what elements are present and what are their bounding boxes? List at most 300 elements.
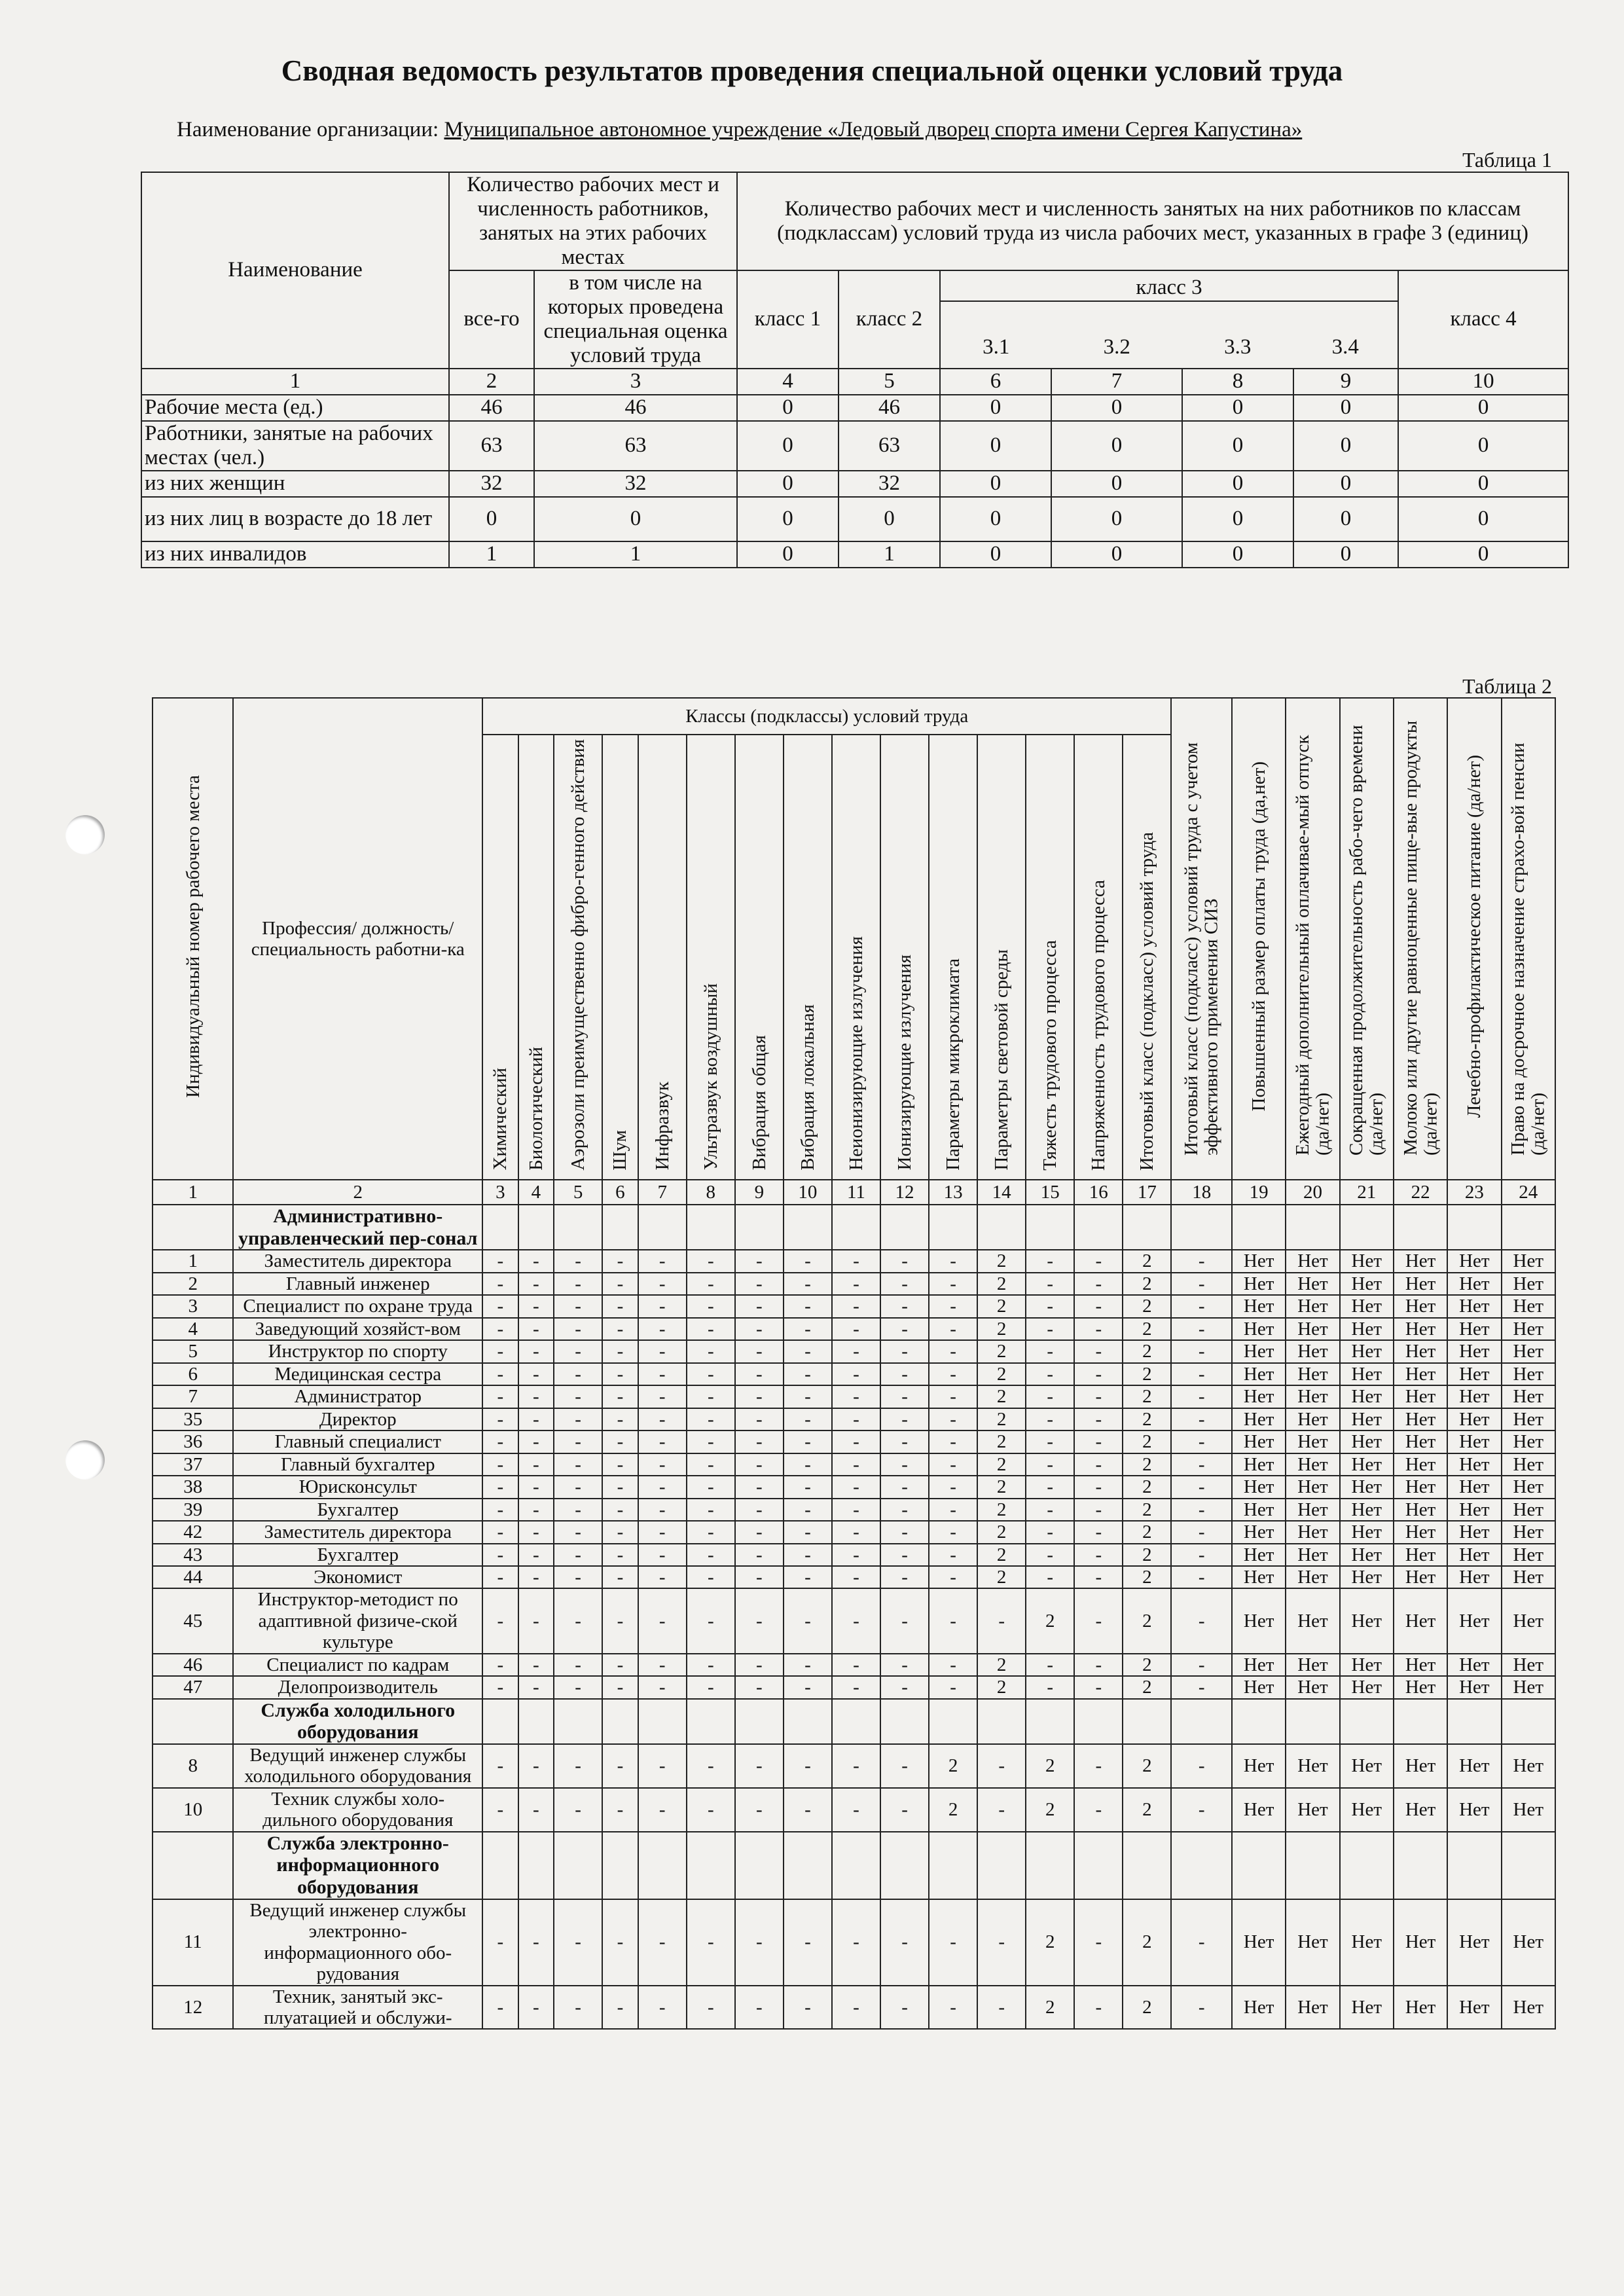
t1-cell: 0 (737, 395, 839, 421)
t2-workplace-number: 43 (153, 1544, 233, 1566)
t2-cell: - (1171, 1363, 1232, 1385)
t2-header-extra-4 (1340, 698, 1394, 1180)
t2-cell: Нет (1447, 1273, 1501, 1295)
t2-section-row (153, 1832, 1555, 1899)
t2-cell (602, 1205, 638, 1250)
t2-cell: - (482, 1521, 518, 1543)
t2-cell: - (1171, 1340, 1232, 1362)
t2-cell: Нет (1447, 1476, 1501, 1498)
t2-cell: - (1026, 1295, 1074, 1317)
t2-cell: Нет (1232, 1899, 1286, 1986)
t2-cell: Нет (1286, 1899, 1339, 1986)
t2-cell: - (1171, 1430, 1232, 1453)
t2-extra-text: Сокращенная продолжительность рабо-чего времени (да/нет) (1346, 725, 1387, 1156)
t2-cell (1026, 1205, 1074, 1250)
t2-factor-header (735, 735, 784, 1180)
t2-cell (1123, 1699, 1171, 1744)
t2-cell: - (1074, 1499, 1123, 1521)
t2-row (153, 1250, 1555, 1272)
t2-cell: - (482, 1295, 518, 1317)
t2-factor-text: Ионизирующие излучения (893, 955, 915, 1171)
t2-cell: Нет (1502, 1544, 1555, 1566)
t2-cell (1171, 1832, 1232, 1899)
t1-cell: 0 (449, 497, 534, 541)
t2-cell: - (1074, 1385, 1123, 1408)
t2-cell: Нет (1286, 1385, 1339, 1408)
t2-workplace-number: 6 (153, 1363, 233, 1385)
t2-cell: Нет (1340, 1499, 1394, 1521)
t1-cell: 32 (839, 471, 940, 497)
t2-factor-text: Неионизирующие излучения (845, 936, 867, 1171)
t2-header-extra-1 (1171, 698, 1232, 1180)
t2-cell: Нет (1340, 1408, 1394, 1430)
t1-cell: 0 (1293, 541, 1398, 568)
t2-cell: Нет (1286, 1250, 1339, 1272)
t2-col-number: 11 (832, 1180, 880, 1205)
t1-col-number: 10 (1398, 369, 1568, 395)
t2-cell: - (554, 1408, 602, 1430)
t2-cell: - (518, 1788, 554, 1832)
t2-cell: Нет (1286, 1566, 1339, 1588)
t2-cell: Нет (1340, 1588, 1394, 1653)
t2-workplace-number: 2 (153, 1273, 233, 1295)
t2-cell: 2 (1026, 1744, 1074, 1788)
t2-cell: - (518, 1318, 554, 1340)
t2-cell: - (602, 1654, 638, 1676)
t1-cell: 0 (1398, 421, 1568, 471)
t2-cell (482, 1832, 518, 1899)
t2-profession: Инструктор по спорту (233, 1340, 482, 1362)
t2-factor-header (602, 735, 638, 1180)
t2-cell: - (735, 1430, 784, 1453)
t2-cell: - (1171, 1744, 1232, 1788)
t2-cell: - (602, 1499, 638, 1521)
t1-cell: 0 (1293, 421, 1398, 471)
t2-cell: - (977, 1986, 1026, 2030)
t2-cell (1026, 1699, 1074, 1744)
t2-cell: Нет (1286, 1453, 1339, 1476)
t2-number-row (153, 1180, 1555, 1205)
t2-cell: 2 (1123, 1295, 1171, 1317)
t2-factor-header (638, 735, 687, 1180)
t2-cell: - (482, 1744, 518, 1788)
t2-cell (784, 1699, 832, 1744)
t2-cell: - (687, 1744, 735, 1788)
t2-cell: - (687, 1899, 735, 1986)
t2-cell (687, 1699, 735, 1744)
t2-cell: Нет (1232, 1654, 1286, 1676)
t2-cell: - (518, 1250, 554, 1272)
t2-cell (1447, 1699, 1501, 1744)
t2-cell (977, 1832, 1026, 1899)
t2-row (153, 1340, 1555, 1362)
t2-cell: Нет (1286, 1340, 1339, 1362)
t2-cell: - (554, 1744, 602, 1788)
t1-cell: 32 (534, 471, 737, 497)
t2-cell: - (638, 1654, 687, 1676)
t2-cell: - (638, 1544, 687, 1566)
t2-cell: - (518, 1744, 554, 1788)
t2-cell: Нет (1394, 1499, 1447, 1521)
t2-section-title: Служба холодильного оборудования (233, 1699, 482, 1744)
t1-cell: 1 (839, 541, 940, 568)
t2-cell: Нет (1340, 1453, 1394, 1476)
t2-col-number: 20 (1286, 1180, 1339, 1205)
t2-cell: - (554, 1453, 602, 1476)
t2-cell: - (929, 1566, 977, 1588)
t2-cell: - (832, 1318, 880, 1340)
t2-cell: - (1171, 1408, 1232, 1430)
t2-cell: - (687, 1566, 735, 1588)
t2-cell (1502, 1832, 1555, 1899)
t2-cell: - (880, 1588, 929, 1653)
t2-workplace-number: 44 (153, 1566, 233, 1588)
t2-cell: - (1026, 1340, 1074, 1362)
t2-cell: - (687, 1453, 735, 1476)
t2-cell: - (1074, 1273, 1123, 1295)
t2-cell: 2 (977, 1318, 1026, 1340)
t2-factor-header (687, 735, 735, 1180)
t2-cell: Нет (1502, 1566, 1555, 1588)
t2-cell: Нет (1502, 1385, 1555, 1408)
t2-extra-text: Молоко или другие равноценные пище-вые продукты (да/нет) (1399, 721, 1441, 1156)
t2-cell: - (832, 1476, 880, 1498)
t2-cell (1286, 1832, 1339, 1899)
t2-cell: - (1171, 1250, 1232, 1272)
t2-factor-text: Параметры микроклимата (942, 958, 964, 1171)
t2-cell: - (735, 1363, 784, 1385)
t2-cell: - (638, 1430, 687, 1453)
t2-cell: - (482, 1986, 518, 2030)
t2-cell: - (482, 1476, 518, 1498)
t2-extra-text: Право на досрочное назначение страхо-вой пенсии (да/нет) (1507, 742, 1549, 1156)
t2-cell: - (832, 1250, 880, 1272)
t1-header-3-4: 3.4 (1331, 335, 1359, 359)
t2-row (153, 1588, 1555, 1653)
t2-cell: - (482, 1385, 518, 1408)
t1-cell: 0 (1051, 497, 1182, 541)
t2-cell: Нет (1447, 1986, 1501, 2030)
t2-cell: - (1074, 1408, 1123, 1430)
t2-cell: - (518, 1408, 554, 1430)
t2-cell: 2 (977, 1385, 1026, 1408)
t2-cell: - (518, 1363, 554, 1385)
t2-cell: - (929, 1250, 977, 1272)
t1-cell: 0 (534, 497, 737, 541)
t2-cell (735, 1832, 784, 1899)
t2-cell: Нет (1394, 1676, 1447, 1698)
t2-cell: Нет (1502, 1521, 1555, 1543)
t2-cell: Нет (1394, 1566, 1447, 1588)
t2-cell (1502, 1699, 1555, 1744)
t2-cell: 2 (1123, 1430, 1171, 1453)
t1-row (141, 421, 1568, 471)
t2-col-number: 6 (602, 1180, 638, 1205)
t2-cell: Нет (1340, 1788, 1394, 1832)
t2-cell: - (482, 1899, 518, 1986)
t2-cell (1232, 1699, 1286, 1744)
t2-cell: Нет (1502, 1408, 1555, 1430)
t2-cell: - (735, 1273, 784, 1295)
t2-row (153, 1295, 1555, 1317)
t2-col-number: 14 (977, 1180, 1026, 1205)
t2-cell: - (1074, 1788, 1123, 1832)
t2-cell (1340, 1205, 1394, 1250)
t2-cell: - (602, 1744, 638, 1788)
t2-cell: - (929, 1476, 977, 1498)
t2-cell: Нет (1447, 1899, 1501, 1986)
t2-factor-text: Биологический (525, 1046, 547, 1171)
t2-cell: - (554, 1566, 602, 1588)
t1-cell: 0 (940, 497, 1051, 541)
t2-cell (1394, 1832, 1447, 1899)
t2-cell (1171, 1699, 1232, 1744)
t2-factor-header (1074, 735, 1123, 1180)
t2-cell: 2 (1026, 1588, 1074, 1653)
t2-cell: Нет (1286, 1476, 1339, 1498)
t2-cell: Нет (1447, 1654, 1501, 1676)
t2-profession: Специалист по охране труда (233, 1295, 482, 1317)
t2-cell: - (1171, 1318, 1232, 1340)
t2-cell: - (1074, 1430, 1123, 1453)
t2-cell: Нет (1340, 1318, 1394, 1340)
t1-col-number: 4 (737, 369, 839, 395)
t2-cell: - (880, 1250, 929, 1272)
t2-cell: - (518, 1566, 554, 1588)
t2-cell: - (1074, 1521, 1123, 1543)
t1-cell: 0 (940, 471, 1051, 497)
t2-cell: - (518, 1385, 554, 1408)
t2-cell: Нет (1286, 1273, 1339, 1295)
t2-workplace-number: 12 (153, 1986, 233, 2030)
t2-profession: Заведующий хозяйст-вом (233, 1318, 482, 1340)
t2-cell: Нет (1394, 1521, 1447, 1543)
t2-cell: Нет (1340, 1654, 1394, 1676)
t1-header-count: Количество рабочих мест и численность работников, занятых на этих рабочих местах (449, 172, 737, 270)
t2-cell: - (1171, 1273, 1232, 1295)
t2-cell: - (832, 1430, 880, 1453)
t2-cell: Нет (1502, 1788, 1555, 1832)
t2-cell: - (880, 1363, 929, 1385)
t2-cell: Нет (1232, 1521, 1286, 1543)
t2-cell: - (1171, 1385, 1232, 1408)
t2-cell: - (1074, 1295, 1123, 1317)
t2-factor-header (1123, 735, 1171, 1180)
t2-cell (602, 1832, 638, 1899)
t2-cell: - (880, 1544, 929, 1566)
t2-cell (1286, 1699, 1339, 1744)
t2-cell: - (977, 1899, 1026, 1986)
t2-cell (554, 1832, 602, 1899)
t2-cell: 2 (1123, 1385, 1171, 1408)
t2-cell: - (880, 1295, 929, 1317)
t2-cell: - (518, 1986, 554, 2030)
t2-cell: 2 (977, 1566, 1026, 1588)
t2-cell (602, 1699, 638, 1744)
t2-cell: Нет (1286, 1499, 1339, 1521)
t2-cell: - (518, 1521, 554, 1543)
t1-cell: 63 (839, 421, 940, 471)
t2-cell: - (784, 1588, 832, 1653)
t2-cell: - (784, 1788, 832, 1832)
t2-col-number: 10 (784, 1180, 832, 1205)
t2-cell: 2 (1123, 1788, 1171, 1832)
t2-cell: - (784, 1544, 832, 1566)
t2-cell: - (832, 1986, 880, 2030)
t2-cell (1394, 1699, 1447, 1744)
t2-cell: Нет (1502, 1499, 1555, 1521)
t2-cell (929, 1832, 977, 1899)
t2-cell: - (735, 1899, 784, 1986)
t2-cell (929, 1205, 977, 1250)
t2-col-number: 12 (880, 1180, 929, 1205)
t2-col-number: 5 (554, 1180, 602, 1205)
t2-cell (518, 1832, 554, 1899)
t2-cell: Нет (1447, 1521, 1501, 1543)
t2-cell: - (1171, 1566, 1232, 1588)
t2-cell (1074, 1699, 1123, 1744)
t2-cell: - (1026, 1499, 1074, 1521)
t2-cell: 2 (977, 1273, 1026, 1295)
t1-header-3-2: 3.2 (1103, 335, 1130, 359)
t2-cell: - (1074, 1588, 1123, 1653)
t1-cell: 0 (1293, 497, 1398, 541)
t1-cell: 0 (1293, 395, 1398, 421)
t2-profession: Инструктор-методист по адаптивной физиче-ской культуре (233, 1588, 482, 1653)
t2-cell: Нет (1447, 1544, 1501, 1566)
t2-factor-header (880, 735, 929, 1180)
t2-cell (1123, 1832, 1171, 1899)
t2-cell: - (1026, 1476, 1074, 1498)
t2-cell: Нет (1232, 1453, 1286, 1476)
t2-cell: Нет (1394, 1476, 1447, 1498)
t2-factor-text: Аэрозоли преимущественно фибро-генного действия (567, 739, 588, 1171)
t2-cell: - (880, 1654, 929, 1676)
t2-cell: - (1171, 1476, 1232, 1498)
t2-cell: - (554, 1521, 602, 1543)
t1-cell: 0 (737, 541, 839, 568)
t2-cell: Нет (1286, 1408, 1339, 1430)
t2-cell: Нет (1447, 1318, 1501, 1340)
t2-cell: - (880, 1499, 929, 1521)
t1-row (141, 395, 1568, 421)
t2-cell: Нет (1232, 1588, 1286, 1653)
t1-row-label: Рабочие места (ед.) (141, 395, 449, 421)
t1-cell: 0 (839, 497, 940, 541)
t2-cell: - (1074, 1340, 1123, 1362)
t2-factor-text: Вибрация общая (748, 1035, 770, 1171)
t2-cell: - (784, 1318, 832, 1340)
t2-cell: - (638, 1566, 687, 1588)
t2-cell (153, 1205, 233, 1250)
t2-cell: 2 (1123, 1566, 1171, 1588)
t2-row (153, 1676, 1555, 1698)
t1-cell: 0 (1182, 395, 1293, 421)
t2-cell: Нет (1340, 1476, 1394, 1498)
t2-section-row (153, 1699, 1555, 1744)
t2-cell (1123, 1205, 1171, 1250)
t2-cell: - (735, 1566, 784, 1588)
t2-cell: - (784, 1654, 832, 1676)
t2-cell: 2 (1123, 1986, 1171, 2030)
t2-col-number: 22 (1394, 1180, 1447, 1205)
t2-cell: 2 (1123, 1363, 1171, 1385)
t2-cell: - (1026, 1408, 1074, 1430)
t2-cell: - (929, 1430, 977, 1453)
t2-cell: - (638, 1273, 687, 1295)
t2-cell: - (832, 1744, 880, 1788)
t2-cell: 2 (977, 1499, 1026, 1521)
t2-workplace-number: 35 (153, 1408, 233, 1430)
t2-cell: - (735, 1295, 784, 1317)
t2-cell: 2 (1123, 1654, 1171, 1676)
t2-workplace-number: 4 (153, 1318, 233, 1340)
t2-factor-header (929, 735, 977, 1180)
t2-cell: Нет (1232, 1273, 1286, 1295)
punch-hole (65, 1440, 105, 1480)
t2-cell: - (735, 1453, 784, 1476)
t2-header-extra-3 (1286, 698, 1339, 1180)
t2-cell: Нет (1232, 1363, 1286, 1385)
t2-cell: Нет (1394, 1654, 1447, 1676)
t2-cell: - (1074, 1318, 1123, 1340)
t2-cell: 2 (977, 1408, 1026, 1430)
t2-cell: - (1026, 1566, 1074, 1588)
t2-cell (1232, 1205, 1286, 1250)
t1-number-row (141, 369, 1568, 395)
t2-extra-text: Итоговый класс (подкласс) условий труда с учетом эффективного применения СИЗ (1181, 742, 1222, 1156)
t1-cell: 63 (449, 421, 534, 471)
t2-cell: Нет (1447, 1453, 1501, 1476)
t2-cell: - (687, 1654, 735, 1676)
t1-col-number: 7 (1051, 369, 1182, 395)
t2-cell: - (638, 1788, 687, 1832)
t2-cell: - (687, 1408, 735, 1430)
t2-cell: - (1074, 1676, 1123, 1698)
t2-cell: - (1026, 1521, 1074, 1543)
t2-cell: Нет (1340, 1430, 1394, 1453)
t2-row (153, 1318, 1555, 1340)
t2-cell: Нет (1340, 1899, 1394, 1986)
t1-col-number: 2 (449, 369, 534, 395)
t2-col-number: 15 (1026, 1180, 1074, 1205)
t2-section-title: Административно-управленческий пер-сонал (233, 1205, 482, 1250)
t2-cell: - (638, 1521, 687, 1543)
t1-header-class3 (940, 270, 1398, 369)
t1-cell: 0 (1293, 471, 1398, 497)
t2-cell: - (735, 1588, 784, 1653)
t2-cell (832, 1205, 880, 1250)
t2-cell: Нет (1232, 1566, 1286, 1588)
t2-cell: - (880, 1744, 929, 1788)
t2-cell: - (784, 1385, 832, 1408)
t2-cell: - (482, 1499, 518, 1521)
t1-cell: 46 (449, 395, 534, 421)
t2-profession: Директор (233, 1408, 482, 1430)
t2-factor-header (554, 735, 602, 1180)
t2-factor-header (832, 735, 880, 1180)
t2-cell: - (1074, 1986, 1123, 2030)
t2-cell (784, 1832, 832, 1899)
t2-cell: - (638, 1250, 687, 1272)
t2-cell: - (638, 1385, 687, 1408)
t2-header-num (153, 698, 233, 1180)
t2-cell: - (735, 1986, 784, 2030)
t2-cell: - (554, 1318, 602, 1340)
t2-cell: - (554, 1273, 602, 1295)
t2-cell (977, 1205, 1026, 1250)
t2-cell: Нет (1394, 1986, 1447, 2030)
